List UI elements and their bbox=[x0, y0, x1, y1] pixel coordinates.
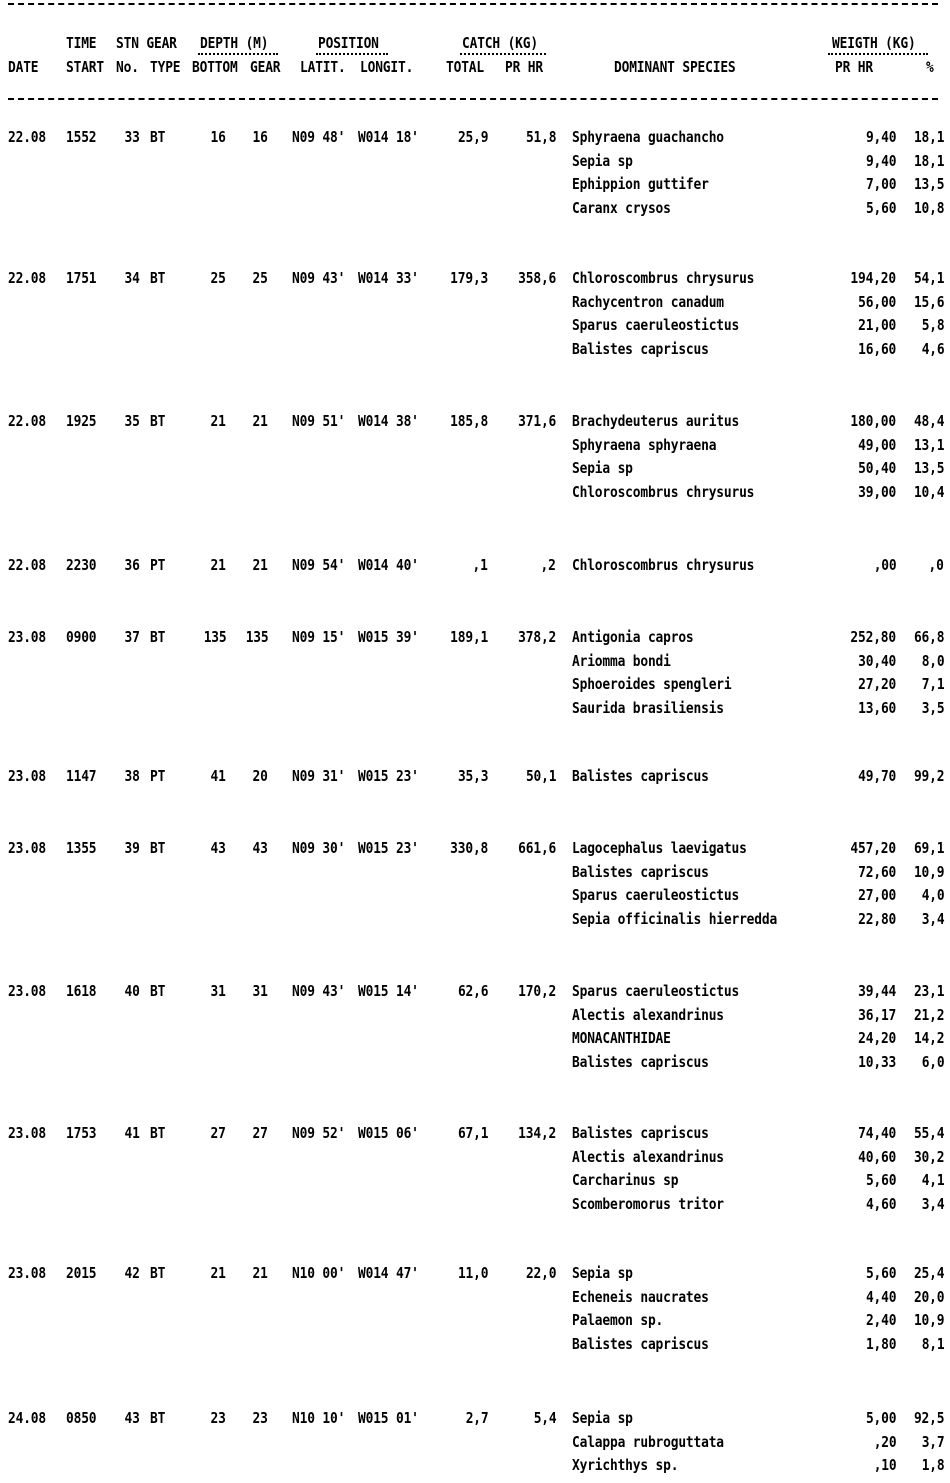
species-weight-per-hour: 49,70 bbox=[858, 767, 896, 785]
station-catch-total: 179,3 bbox=[450, 269, 488, 287]
station-bottom-depth: 21 bbox=[210, 556, 226, 574]
species-percent: 8,1 bbox=[921, 1334, 944, 1353]
station-date: 22.08 bbox=[8, 412, 46, 430]
species-name: Alectis alexandrinus bbox=[572, 1147, 724, 1166]
species-weight-per-hour: 27,20 bbox=[858, 675, 896, 693]
station-time: 2015 bbox=[66, 1264, 97, 1282]
species-name: Sepia sp bbox=[572, 1409, 633, 1427]
header-time: TIME bbox=[66, 34, 97, 52]
station-catch-per-hour: 134,2 bbox=[518, 1124, 556, 1142]
station-number: 39 bbox=[124, 839, 140, 857]
station-catch-total: 67,1 bbox=[457, 1124, 488, 1142]
header-bottom: BOTTOM bbox=[192, 58, 238, 76]
species-name: Ephippion guttifer bbox=[572, 175, 709, 193]
species-percent: 30,2 bbox=[913, 1147, 944, 1166]
station-longitude: W014 40' bbox=[358, 556, 419, 574]
species-weight-per-hour: 2,40 bbox=[865, 1311, 896, 1329]
station-date: 22.08 bbox=[8, 128, 46, 146]
station-catch-total: 11,0 bbox=[457, 1264, 488, 1282]
species-weight-per-hour: 16,60 bbox=[858, 339, 896, 358]
station-gear-type: BT bbox=[150, 269, 166, 287]
species-name: Calappa rubroguttata bbox=[572, 1432, 724, 1451]
station-catch-total: 25,9 bbox=[457, 128, 488, 146]
species-weight-per-hour: 39,00 bbox=[858, 482, 896, 501]
species-name: Xyrichthys sp. bbox=[572, 1456, 679, 1474]
station-time: 0900 bbox=[66, 628, 97, 646]
species-percent: 4,6 bbox=[921, 339, 944, 358]
species-weight-per-hour: 9,40 bbox=[865, 151, 896, 170]
species-percent: 7,1 bbox=[921, 675, 944, 693]
station-gear-type: BT bbox=[150, 128, 166, 146]
station-latitude: N09 52' bbox=[292, 1124, 346, 1142]
header-percent: % bbox=[926, 58, 934, 76]
species-name: Antigonia capros bbox=[572, 628, 694, 646]
station-longitude: W014 33' bbox=[358, 269, 419, 287]
station-longitude: W015 01' bbox=[358, 1409, 419, 1427]
station-date: 24.08 bbox=[8, 1409, 46, 1427]
station-gear-depth: 31 bbox=[252, 982, 268, 1000]
station-catch-per-hour: 661,6 bbox=[518, 839, 556, 857]
species-name: Balistes capriscus bbox=[572, 862, 709, 881]
station-gear-depth: 25 bbox=[252, 269, 268, 287]
species-name: Sepia sp bbox=[572, 151, 633, 170]
station-time: 1618 bbox=[66, 982, 97, 1000]
station-longitude: W014 47' bbox=[358, 1264, 419, 1282]
station-catch-total: 2,7 bbox=[465, 1409, 488, 1427]
header-weight: WEIGTH (KG) bbox=[832, 34, 916, 52]
species-percent: 14,2 bbox=[913, 1029, 944, 1047]
species-percent: 10,4 bbox=[913, 482, 944, 501]
species-weight-per-hour: ,00 bbox=[873, 556, 896, 574]
species-weight-per-hour: 5,60 bbox=[865, 1171, 896, 1189]
species-name: Sepia sp bbox=[572, 1264, 633, 1282]
station-catch-per-hour: ,2 bbox=[540, 556, 556, 574]
species-name: Caranx crysos bbox=[572, 198, 671, 217]
species-percent: 23,1 bbox=[913, 982, 944, 1000]
station-latitude: N10 00' bbox=[292, 1264, 346, 1282]
station-catch-per-hour: 358,6 bbox=[518, 269, 556, 287]
station-latitude: N09 51' bbox=[292, 412, 346, 430]
species-weight-per-hour: 1,80 bbox=[865, 1334, 896, 1353]
species-name: Sepia officinalis hierredda bbox=[572, 909, 778, 928]
species-name: Lagocephalus laevigatus bbox=[572, 839, 747, 857]
header-dashed-rule bbox=[8, 98, 938, 100]
species-weight-per-hour: 36,17 bbox=[858, 1005, 896, 1024]
station-latitude: N09 48' bbox=[292, 128, 346, 146]
station-time: 1147 bbox=[66, 767, 97, 785]
station-time: 0850 bbox=[66, 1409, 97, 1427]
species-name: Balistes capriscus bbox=[572, 767, 709, 785]
species-weight-per-hour: 49,00 bbox=[858, 435, 896, 454]
station-gear-type: BT bbox=[150, 412, 166, 430]
station-catch-per-hour: 51,8 bbox=[525, 128, 556, 146]
station-latitude: N09 54' bbox=[292, 556, 346, 574]
species-weight-per-hour: 4,60 bbox=[865, 1194, 896, 1213]
species-weight-per-hour: 21,00 bbox=[858, 316, 896, 334]
station-number: 35 bbox=[124, 412, 140, 430]
station-time: 1552 bbox=[66, 128, 97, 146]
station-catch-total: 62,6 bbox=[457, 982, 488, 1000]
species-weight-per-hour: 56,00 bbox=[858, 292, 896, 311]
header-depth: DEPTH (M) bbox=[200, 34, 269, 52]
species-weight-per-hour: 13,60 bbox=[858, 698, 896, 717]
species-percent: 3,4 bbox=[921, 909, 944, 928]
species-percent: 15,6 bbox=[913, 292, 944, 311]
station-latitude: N10 10' bbox=[292, 1409, 346, 1427]
species-percent: 55,4 bbox=[913, 1124, 944, 1142]
species-weight-per-hour: 40,60 bbox=[858, 1147, 896, 1166]
station-date: 23.08 bbox=[8, 1264, 46, 1282]
species-percent: 10,8 bbox=[913, 198, 944, 217]
species-weight-per-hour: 22,80 bbox=[858, 909, 896, 928]
station-gear-depth: 27 bbox=[252, 1124, 268, 1142]
station-number: 36 bbox=[124, 556, 140, 574]
station-latitude: N09 31' bbox=[292, 767, 346, 785]
station-catch-per-hour: 22,0 bbox=[525, 1264, 556, 1282]
species-weight-per-hour: 74,40 bbox=[858, 1124, 896, 1142]
station-bottom-depth: 135 bbox=[203, 628, 226, 646]
species-percent: 3,4 bbox=[921, 1194, 944, 1213]
station-longitude: W015 14' bbox=[358, 982, 419, 1000]
species-weight-per-hour: 72,60 bbox=[858, 862, 896, 881]
species-weight-per-hour: 27,00 bbox=[858, 886, 896, 904]
species-percent: 92,5 bbox=[913, 1409, 944, 1427]
species-name: Sparus caeruleostictus bbox=[572, 316, 740, 334]
species-name: Sparus caeruleostictus bbox=[572, 982, 740, 1000]
species-percent: 13,1 bbox=[913, 435, 944, 454]
header-species: DOMINANT SPECIES bbox=[614, 58, 736, 76]
header-type: TYPE bbox=[150, 58, 181, 76]
station-gear-depth: 23 bbox=[252, 1409, 268, 1427]
species-percent: 10,9 bbox=[913, 1311, 944, 1329]
station-number: 43 bbox=[124, 1409, 140, 1427]
station-date: 23.08 bbox=[8, 628, 46, 646]
species-percent: 4,0 bbox=[921, 886, 944, 904]
station-gear-type: BT bbox=[150, 1409, 166, 1427]
station-date: 23.08 bbox=[8, 839, 46, 857]
species-weight-per-hour: 50,40 bbox=[858, 459, 896, 477]
station-gear-depth: 21 bbox=[252, 1264, 268, 1282]
station-latitude: N09 15' bbox=[292, 628, 346, 646]
station-number: 38 bbox=[124, 767, 140, 785]
station-date: 23.08 bbox=[8, 982, 46, 1000]
header-gear: GEAR bbox=[250, 58, 281, 76]
station-longitude: W015 23' bbox=[358, 767, 419, 785]
species-name: Rachycentron canadum bbox=[572, 292, 724, 311]
header-prhr: PR HR bbox=[505, 58, 543, 76]
station-catch-per-hour: 5,4 bbox=[533, 1409, 556, 1427]
species-weight-per-hour: 5,60 bbox=[865, 1264, 896, 1282]
species-name: Palaemon sp. bbox=[572, 1311, 664, 1329]
station-gear-depth: 43 bbox=[252, 839, 268, 857]
species-percent: 4,1 bbox=[921, 1171, 944, 1189]
species-name: Chloroscombrus chrysurus bbox=[572, 482, 755, 501]
station-time: 1925 bbox=[66, 412, 97, 430]
species-percent: 6,0 bbox=[921, 1052, 944, 1071]
species-name: Chloroscombrus chrysurus bbox=[572, 269, 755, 287]
species-name: Scomberomorus tritor bbox=[572, 1194, 724, 1213]
station-latitude: N09 43' bbox=[292, 269, 346, 287]
station-bottom-depth: 27 bbox=[210, 1124, 226, 1142]
station-bottom-depth: 21 bbox=[210, 1264, 226, 1282]
species-name: Alectis alexandrinus bbox=[572, 1005, 724, 1024]
species-name: Echeneis naucrates bbox=[572, 1287, 709, 1306]
catch-underline bbox=[460, 53, 546, 55]
station-bottom-depth: 41 bbox=[210, 767, 226, 785]
species-name: Brachydeuterus auritus bbox=[572, 412, 740, 430]
species-name: Balistes capriscus bbox=[572, 1052, 709, 1071]
species-weight-per-hour: 24,20 bbox=[858, 1029, 896, 1047]
species-percent: 13,5 bbox=[913, 175, 944, 193]
header-no: No. bbox=[116, 58, 139, 76]
station-bottom-depth: 16 bbox=[210, 128, 226, 146]
species-percent: 3,5 bbox=[921, 698, 944, 717]
header-latit: LATIT. bbox=[300, 58, 346, 76]
station-number: 42 bbox=[124, 1264, 140, 1282]
species-name: MONACANTHIDAE bbox=[572, 1029, 671, 1047]
station-longitude: W015 39' bbox=[358, 628, 419, 646]
species-percent: 99,2 bbox=[913, 767, 944, 785]
species-percent: 8,0 bbox=[921, 651, 944, 670]
species-name: Sepia sp bbox=[572, 459, 633, 477]
species-name: Balistes capriscus bbox=[572, 1334, 709, 1353]
species-name: Sphyraena sphyraena bbox=[572, 435, 717, 454]
species-name: Balistes capriscus bbox=[572, 1124, 709, 1142]
species-weight-per-hour: 4,40 bbox=[865, 1287, 896, 1306]
station-time: 1753 bbox=[66, 1124, 97, 1142]
species-weight-per-hour: 39,44 bbox=[858, 982, 896, 1000]
station-catch-total: ,1 bbox=[472, 556, 488, 574]
station-date: 23.08 bbox=[8, 767, 46, 785]
species-weight-per-hour: 457,20 bbox=[850, 839, 896, 857]
species-weight-per-hour: 5,00 bbox=[865, 1409, 896, 1427]
header-position: POSITION bbox=[318, 34, 379, 52]
species-weight-per-hour: 7,00 bbox=[865, 175, 896, 193]
species-name: Carcharinus sp bbox=[572, 1171, 679, 1189]
station-latitude: N09 30' bbox=[292, 839, 346, 857]
station-gear-depth: 20 bbox=[252, 767, 268, 785]
station-bottom-depth: 43 bbox=[210, 839, 226, 857]
station-longitude: W014 18' bbox=[358, 128, 419, 146]
species-percent: 69,1 bbox=[913, 839, 944, 857]
station-time: 2230 bbox=[66, 556, 97, 574]
weight-underline bbox=[828, 53, 928, 55]
species-name: Ariomma bondi bbox=[572, 651, 671, 670]
header-longit: LONGIT. bbox=[360, 58, 414, 76]
station-gear-type: PT bbox=[150, 767, 166, 785]
station-number: 41 bbox=[124, 1124, 140, 1142]
station-gear-type: BT bbox=[150, 1124, 166, 1142]
station-gear-type: BT bbox=[150, 982, 166, 1000]
species-percent: 18,1 bbox=[913, 151, 944, 170]
station-catch-total: 35,3 bbox=[457, 767, 488, 785]
top-dashed-rule bbox=[8, 3, 938, 5]
species-weight-per-hour: 180,00 bbox=[850, 412, 896, 430]
species-percent: 3,7 bbox=[921, 1432, 944, 1451]
species-percent: 21,2 bbox=[913, 1005, 944, 1024]
header-stn-gear: STN GEAR bbox=[116, 34, 177, 52]
header-date: DATE bbox=[8, 58, 39, 76]
species-percent: 5,8 bbox=[921, 316, 944, 334]
station-bottom-depth: 23 bbox=[210, 1409, 226, 1427]
station-gear-type: PT bbox=[150, 556, 166, 574]
station-number: 34 bbox=[124, 269, 140, 287]
station-date: 23.08 bbox=[8, 1124, 46, 1142]
station-catch-per-hour: 371,6 bbox=[518, 412, 556, 430]
species-percent: 13,5 bbox=[913, 459, 944, 477]
station-date: 22.08 bbox=[8, 556, 46, 574]
species-name: Sparus caeruleostictus bbox=[572, 886, 740, 904]
station-gear-type: BT bbox=[150, 839, 166, 857]
station-number: 40 bbox=[124, 982, 140, 1000]
station-catch-per-hour: 378,2 bbox=[518, 628, 556, 646]
station-latitude: N09 43' bbox=[292, 982, 346, 1000]
species-name: Saurida brasiliensis bbox=[572, 698, 724, 717]
depth-underline bbox=[198, 53, 278, 55]
header-catch: CATCH (KG) bbox=[462, 34, 538, 52]
species-weight-per-hour: ,10 bbox=[873, 1456, 896, 1474]
station-time: 1751 bbox=[66, 269, 97, 287]
station-longitude: W014 38' bbox=[358, 412, 419, 430]
header-start: START bbox=[66, 58, 104, 76]
species-percent: 1,8 bbox=[921, 1456, 944, 1474]
station-longitude: W015 23' bbox=[358, 839, 419, 857]
species-percent: 20,0 bbox=[913, 1287, 944, 1306]
station-catch-per-hour: 50,1 bbox=[525, 767, 556, 785]
species-percent: 25,4 bbox=[913, 1264, 944, 1282]
station-longitude: W015 06' bbox=[358, 1124, 419, 1142]
species-percent: 48,4 bbox=[913, 412, 944, 430]
station-gear-type: BT bbox=[150, 1264, 166, 1282]
species-weight-per-hour: 5,60 bbox=[865, 198, 896, 217]
station-gear-depth: 21 bbox=[252, 556, 268, 574]
position-underline bbox=[316, 53, 388, 55]
species-name: Balistes capriscus bbox=[572, 339, 709, 358]
species-weight-per-hour: 9,40 bbox=[865, 128, 896, 146]
station-catch-total: 189,1 bbox=[450, 628, 488, 646]
species-name: Sphoeroides spengleri bbox=[572, 675, 732, 693]
species-weight-per-hour: 30,40 bbox=[858, 651, 896, 670]
station-date: 22.08 bbox=[8, 269, 46, 287]
station-bottom-depth: 21 bbox=[210, 412, 226, 430]
species-percent: 10,9 bbox=[913, 862, 944, 881]
station-gear-type: BT bbox=[150, 628, 166, 646]
station-number: 33 bbox=[124, 128, 140, 146]
species-percent: 18,1 bbox=[913, 128, 944, 146]
station-gear-depth: 21 bbox=[252, 412, 268, 430]
species-weight-per-hour: ,20 bbox=[873, 1432, 896, 1451]
header-weight-prhr: PR HR bbox=[835, 58, 873, 76]
station-catch-total: 185,8 bbox=[450, 412, 488, 430]
station-catch-per-hour: 170,2 bbox=[518, 982, 556, 1000]
species-name: Chloroscombrus chrysurus bbox=[572, 556, 755, 574]
station-catch-total: 330,8 bbox=[450, 839, 488, 857]
species-percent: 66,8 bbox=[913, 628, 944, 646]
station-gear-depth: 16 bbox=[252, 128, 268, 146]
species-weight-per-hour: 194,20 bbox=[850, 269, 896, 287]
station-time: 1355 bbox=[66, 839, 97, 857]
station-bottom-depth: 25 bbox=[210, 269, 226, 287]
species-name: Sphyraena guachancho bbox=[572, 128, 724, 146]
species-weight-per-hour: 10,33 bbox=[858, 1052, 896, 1071]
station-gear-depth: 135 bbox=[245, 628, 268, 646]
station-bottom-depth: 31 bbox=[210, 982, 226, 1000]
station-number: 37 bbox=[124, 628, 140, 646]
header-total: TOTAL bbox=[446, 58, 484, 76]
species-weight-per-hour: 252,80 bbox=[850, 628, 896, 646]
species-percent: ,0 bbox=[928, 556, 944, 574]
species-percent: 54,1 bbox=[913, 269, 944, 287]
